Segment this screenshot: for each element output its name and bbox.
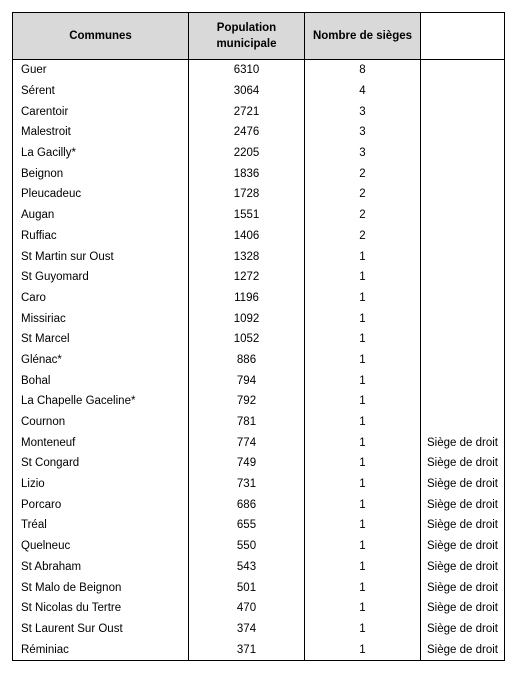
- seats-cell: 1: [305, 639, 421, 660]
- table-row: [13, 308, 505, 329]
- table-row: [13, 60, 505, 81]
- header-population: Population municipale: [189, 13, 305, 60]
- seat-allocation-table: [12, 12, 505, 661]
- commune-cell: Missiriac: [13, 308, 189, 329]
- population-cell: 2476: [189, 122, 305, 143]
- note-cell: Siège de droit: [421, 619, 505, 640]
- seats-cell: 1: [305, 432, 421, 453]
- table-row: [13, 412, 505, 433]
- table-row: [13, 143, 505, 164]
- commune-cell: Ruffiac: [13, 226, 189, 247]
- commune-cell: Pleucadeuc: [13, 184, 189, 205]
- note-cell: [421, 370, 505, 391]
- seats-cell: 2: [305, 205, 421, 226]
- commune-cell: Augan: [13, 205, 189, 226]
- seats-cell: 1: [305, 370, 421, 391]
- population-cell: 781: [189, 412, 305, 433]
- seats-cell: 1: [305, 494, 421, 515]
- table-row: [13, 329, 505, 350]
- population-cell: 1551: [189, 205, 305, 226]
- commune-cell: Guer: [13, 60, 189, 81]
- table-row: [13, 536, 505, 557]
- table-row: [13, 577, 505, 598]
- seats-cell: 1: [305, 577, 421, 598]
- note-cell: [421, 288, 505, 309]
- header-commune: Communes: [13, 13, 189, 60]
- commune-cell: Tréal: [13, 515, 189, 536]
- population-cell: 501: [189, 577, 305, 598]
- seats-cell: 1: [305, 350, 421, 371]
- population-cell: 1836: [189, 163, 305, 184]
- commune-cell: Bohal: [13, 370, 189, 391]
- population-cell: 6310: [189, 60, 305, 81]
- commune-cell: Lizio: [13, 474, 189, 495]
- commune-cell: La Gacilly*: [13, 143, 189, 164]
- note-cell: [421, 184, 505, 205]
- population-cell: 731: [189, 474, 305, 495]
- note-cell: [421, 391, 505, 412]
- note-cell: [421, 81, 505, 102]
- table-row: [13, 101, 505, 122]
- note-cell: [421, 60, 505, 81]
- population-cell: 1328: [189, 246, 305, 267]
- population-cell: 1196: [189, 288, 305, 309]
- seats-cell: 1: [305, 536, 421, 557]
- commune-cell: St Laurent Sur Oust: [13, 619, 189, 640]
- seats-cell: 1: [305, 267, 421, 288]
- commune-cell: St Marcel: [13, 329, 189, 350]
- commune-cell: Malestroit: [13, 122, 189, 143]
- population-cell: 3064: [189, 81, 305, 102]
- commune-cell: La Chapelle Gaceline*: [13, 391, 189, 412]
- seats-cell: 1: [305, 453, 421, 474]
- seats-cell: 3: [305, 101, 421, 122]
- population-cell: 1092: [189, 308, 305, 329]
- seats-cell: 3: [305, 143, 421, 164]
- seats-cell: 2: [305, 163, 421, 184]
- seats-cell: 3: [305, 122, 421, 143]
- table-row: [13, 163, 505, 184]
- note-cell: Siège de droit: [421, 474, 505, 495]
- note-cell: Siège de droit: [421, 536, 505, 557]
- seats-cell: 1: [305, 246, 421, 267]
- note-cell: Siège de droit: [421, 639, 505, 660]
- population-cell: 543: [189, 557, 305, 578]
- seats-cell: 8: [305, 60, 421, 81]
- commune-cell: Réminiac: [13, 639, 189, 660]
- commune-cell: St Guyomard: [13, 267, 189, 288]
- table-row: [13, 557, 505, 578]
- seats-cell: 4: [305, 81, 421, 102]
- seats-cell: 1: [305, 308, 421, 329]
- commune-cell: Porcaro: [13, 494, 189, 515]
- seats-cell: 2: [305, 226, 421, 247]
- population-cell: 1406: [189, 226, 305, 247]
- commune-cell: St Nicolas du Tertre: [13, 598, 189, 619]
- table-row: [13, 267, 505, 288]
- note-cell: Siège de droit: [421, 515, 505, 536]
- seats-cell: 1: [305, 619, 421, 640]
- seats-cell: 1: [305, 474, 421, 495]
- table-row: [13, 246, 505, 267]
- header-seats: Nombre de sièges: [305, 13, 421, 60]
- population-cell: 550: [189, 536, 305, 557]
- seats-cell: 1: [305, 391, 421, 412]
- table-row: [13, 184, 505, 205]
- note-cell: [421, 143, 505, 164]
- population-cell: 2205: [189, 143, 305, 164]
- note-cell: [421, 412, 505, 433]
- commune-cell: Quelneuc: [13, 536, 189, 557]
- seats-cell: 1: [305, 515, 421, 536]
- table-row: [13, 288, 505, 309]
- commune-cell: St Abraham: [13, 557, 189, 578]
- note-cell: [421, 226, 505, 247]
- note-cell: [421, 350, 505, 371]
- note-cell: [421, 308, 505, 329]
- note-cell: Siège de droit: [421, 494, 505, 515]
- population-cell: 2721: [189, 101, 305, 122]
- header-row: [13, 13, 505, 60]
- note-cell: Siège de droit: [421, 432, 505, 453]
- table-row: [13, 350, 505, 371]
- seats-cell: 1: [305, 412, 421, 433]
- note-cell: [421, 122, 505, 143]
- seats-cell: 1: [305, 598, 421, 619]
- note-cell: Siège de droit: [421, 577, 505, 598]
- commune-cell: Sérent: [13, 81, 189, 102]
- table-row: [13, 598, 505, 619]
- population-cell: 371: [189, 639, 305, 660]
- population-cell: 1728: [189, 184, 305, 205]
- note-cell: Siège de droit: [421, 453, 505, 474]
- table-row: [13, 205, 505, 226]
- note-cell: [421, 101, 505, 122]
- table-body: [13, 60, 505, 661]
- commune-cell: St Congard: [13, 453, 189, 474]
- table-row: [13, 619, 505, 640]
- population-cell: 886: [189, 350, 305, 371]
- note-cell: [421, 329, 505, 350]
- population-cell: 686: [189, 494, 305, 515]
- table-row: [13, 432, 505, 453]
- commune-cell: Cournon: [13, 412, 189, 433]
- population-cell: 794: [189, 370, 305, 391]
- note-cell: Siège de droit: [421, 598, 505, 619]
- note-cell: [421, 267, 505, 288]
- note-cell: [421, 205, 505, 226]
- table-row: [13, 494, 505, 515]
- commune-cell: Carentoir: [13, 101, 189, 122]
- table-row: [13, 639, 505, 660]
- note-cell: [421, 246, 505, 267]
- note-cell: Siège de droit: [421, 557, 505, 578]
- population-cell: 749: [189, 453, 305, 474]
- table-row: [13, 391, 505, 412]
- population-cell: 774: [189, 432, 305, 453]
- population-cell: 374: [189, 619, 305, 640]
- seats-cell: 2: [305, 184, 421, 205]
- commune-cell: St Martin sur Oust: [13, 246, 189, 267]
- population-cell: 655: [189, 515, 305, 536]
- commune-cell: Glénac*: [13, 350, 189, 371]
- table-row: [13, 370, 505, 391]
- commune-cell: Monteneuf: [13, 432, 189, 453]
- population-cell: 792: [189, 391, 305, 412]
- table-row: [13, 122, 505, 143]
- note-cell: [421, 163, 505, 184]
- table-row: [13, 226, 505, 247]
- commune-cell: Beignon: [13, 163, 189, 184]
- table-row: [13, 474, 505, 495]
- population-cell: 470: [189, 598, 305, 619]
- seats-cell: 1: [305, 329, 421, 350]
- seats-cell: 1: [305, 288, 421, 309]
- commune-cell: Caro: [13, 288, 189, 309]
- table-header: [13, 13, 505, 60]
- header-note: [421, 13, 505, 60]
- seats-cell: 1: [305, 557, 421, 578]
- commune-cell: St Malo de Beignon: [13, 577, 189, 598]
- population-cell: 1052: [189, 329, 305, 350]
- table-row: [13, 453, 505, 474]
- population-cell: 1272: [189, 267, 305, 288]
- table-row: [13, 81, 505, 102]
- table-row: [13, 515, 505, 536]
